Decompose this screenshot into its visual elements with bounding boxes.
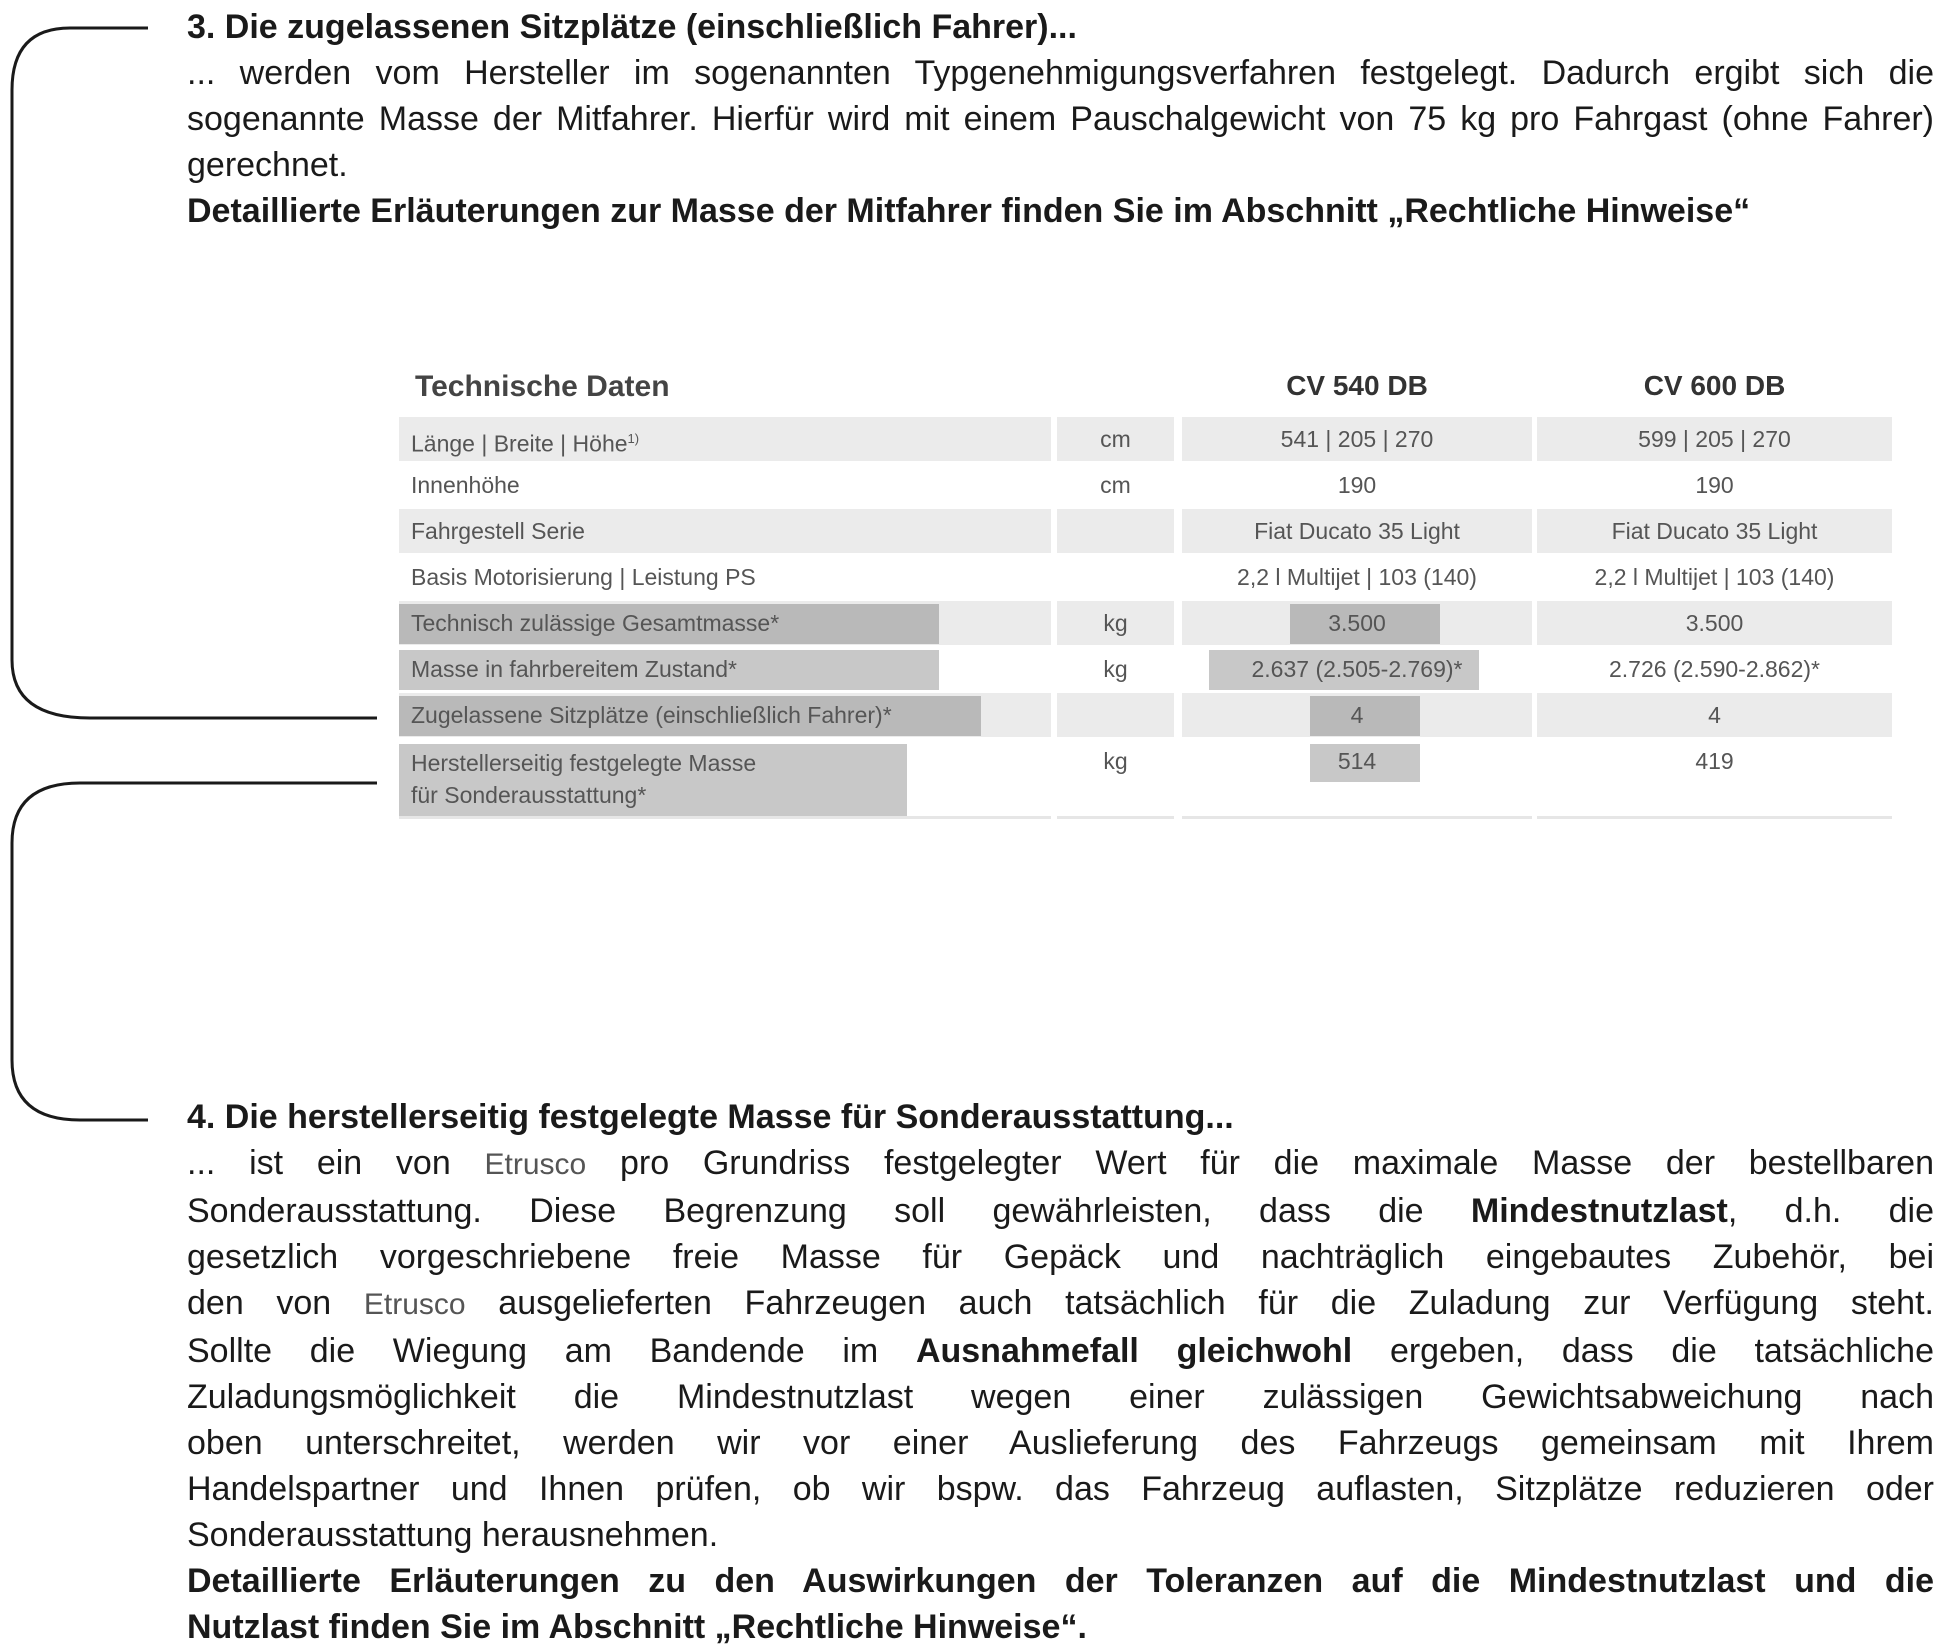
section-4-line: Sonderausstattung. Diese Begrenzung soll gewährleisten, dass die Mindestnutzlast, d.h. die <box>187 1192 1934 1230</box>
brand-etrusco: Etrusco <box>363 1288 466 1321</box>
table-row-unit <box>1057 555 1174 599</box>
section-4-line: den von Etrusco ausgelieferten Fahrzeugen auch tatsächlich für die Zuladung zur Verfügung steht. <box>187 1284 1934 1322</box>
table-bottom-rule <box>1057 816 1174 819</box>
table-row-unit: cm <box>1100 472 1131 498</box>
table-row-label-line1: Herstellerseitig festgelegte Masse <box>411 750 757 776</box>
table-bottom-rule <box>1537 816 1892 819</box>
table-row-label-line2: für Sonderausstattung* <box>411 782 647 808</box>
table-cell-cv540: 2,2 l Multijet | 103 (140) <box>1237 564 1477 590</box>
table-row-label: Masse in fahrbereitem Zustand* <box>411 656 737 682</box>
table-cell-cv600: 3.500 <box>1537 601 1892 645</box>
table-bottom-rule <box>1182 816 1532 819</box>
table-cell-cv600: Fiat Ducato 35 Light <box>1537 509 1892 553</box>
table-cell-cv540: 2.637 (2.505-2.769)* <box>1251 656 1463 682</box>
section-3 <box>187 4 1934 234</box>
table-cell-cv600: 190 <box>1695 472 1734 498</box>
table-row-unit <box>1057 693 1174 737</box>
column-header-cv600: CV 600 DB <box>1643 370 1786 401</box>
section-3-note: Detaillierte Erläuterungen zur Masse der Mitfahrer finden Sie im Abschnitt „Rechtliche Hinweise“ <box>187 192 1751 230</box>
table-cell-cv540: Fiat Ducato 35 Light <box>1182 509 1532 553</box>
section-4-line: Handelspartner und Ihnen prüfen, ob wir bspw. das Fahrzeug auflasten, Sitzplätze reduzieren oder <box>187 1470 1934 1508</box>
table-row-unit <box>1057 509 1174 553</box>
section-4-line: oben unterschreitet, werden wir vor einer Auslieferung des Fahrzeugs gemeinsam mit Ihrem <box>187 1424 1934 1462</box>
table-bottom-rule <box>399 816 1051 819</box>
table-row-label: Zugelassene Sitzplätze (einschließlich Fahrer)* <box>411 702 892 728</box>
section-4-line: Sonderausstattung herausnehmen. <box>187 1516 719 1554</box>
bracket-section-4 <box>12 783 377 1120</box>
table-row-label: Innenhöhe <box>411 472 520 498</box>
section-4-line: Sollte die Wiegung am Bandende im Ausnahmefall gleichwohl ergeben, dass die tatsächliche <box>187 1332 1934 1370</box>
section-3-heading: 3. Die zugelassenen Sitzplätze (einschließlich Fahrer)... <box>187 8 1077 46</box>
table-row-label: Fahrgestell Serie <box>399 509 1051 553</box>
table-cell-cv540: 3.500 <box>1328 610 1386 636</box>
table-row-unit: cm <box>1057 417 1174 461</box>
section-3-text: ... werden vom Hersteller im sogenannten Typgenehmigungsverfahren festgelegt. Dadurch ergibt sich die sogenannte Masse der Mitfahrer. Hierfür wird mit einem Pauschalgewicht von 75 kg pro Fahrgast (ohne Fahrer) gerechnet. <box>187 54 1934 184</box>
table-cell-cv600: 4 <box>1537 693 1892 737</box>
section-4-heading: 4. Die herstellerseitig festgelegte Masse für Sonderausstattung... <box>187 1098 1234 1136</box>
table-cell-cv540: 190 <box>1337 472 1377 498</box>
table-cell-cv600: 419 <box>1695 748 1734 774</box>
table-title: Technische Daten <box>415 370 670 403</box>
table-cell-cv600: 2.726 (2.590-2.862)* <box>1609 656 1820 682</box>
table-row-unit: kg <box>1103 656 1128 682</box>
section-4-line: gesetzlich vorgeschriebene freie Masse für Gepäck und nachträglich eingebautes Zubehör, bei <box>187 1238 1934 1276</box>
table-cell-cv600: 599 | 205 | 270 <box>1537 417 1892 461</box>
table-cell-cv540: 4 <box>1350 702 1364 728</box>
brand-etrusco: Etrusco <box>484 1148 587 1181</box>
section-4-line: ... ist ein von Etrusco pro Grundriss festgelegter Wert für die maximale Masse der bestellbaren <box>187 1144 1935 1182</box>
section-4 <box>187 1094 1934 1650</box>
table-row-label: Länge | Breite | Höhe$^{1)}$ <box>399 417 1051 461</box>
table-row-label: Basis Motorisierung | Leistung PS <box>411 564 756 590</box>
table-row-label: Technisch zulässige Gesamtmasse* <box>411 610 780 636</box>
table-cell-cv540: 514 <box>1337 748 1377 774</box>
section-4-note-line2: Nutzlast finden Sie im Abschnitt „Rechtliche Hinweise“. <box>187 1608 1087 1646</box>
section-4-note-line1: Detaillierte Erläuterungen zu den Auswirkungen der Toleranzen auf die Mindestnutzlast und die <box>187 1562 1934 1600</box>
table-row-label <box>399 743 1051 815</box>
table-cell-cv600: 2,2 l Multijet | 103 (140) <box>1594 564 1835 590</box>
column-header-cv540: CV 540 DB <box>1286 370 1428 401</box>
table-cell-cv540: 541 | 205 | 270 <box>1182 417 1532 461</box>
table-row-unit: kg <box>1057 601 1174 645</box>
table-row-unit: kg <box>1103 748 1128 774</box>
section-4-line: Zuladungsmöglichkeit die Mindestnutzlast wegen einer zulässigen Gewichtsabweichung nach <box>187 1378 1934 1416</box>
